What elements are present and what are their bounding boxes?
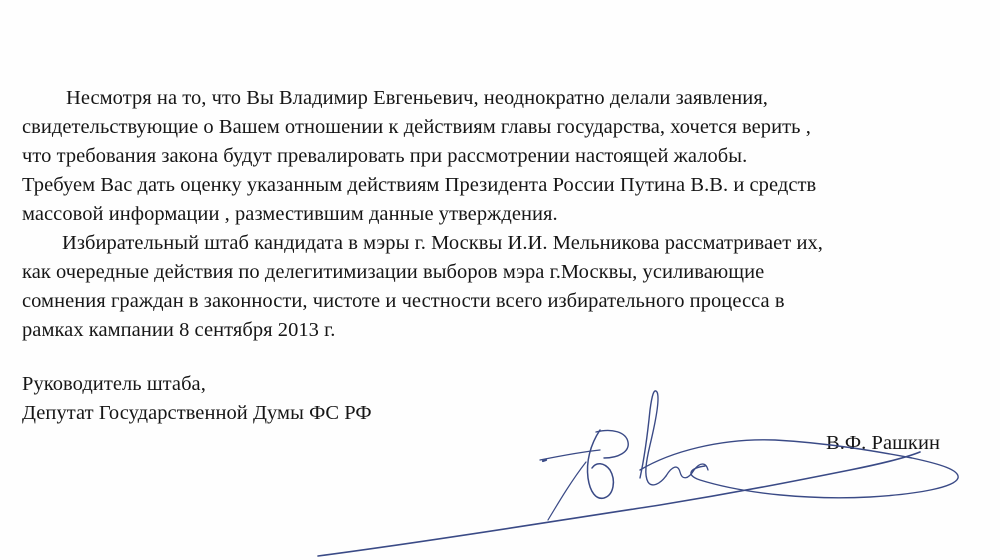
body-line-9: рамках кампании 8 сентября 2013 г.: [22, 319, 336, 341]
body-line-1: Несмотря на то, что Вы Владимир Евгеньевич, неоднократно делали заявления,: [66, 87, 768, 109]
body-line-3: что требования закона будут превалировать при рассмотрении настоящей жалобы.: [22, 145, 748, 167]
body-line-2: свидетельствующие о Вашем отношении к действиям главы государства, хочется верить ,: [22, 116, 811, 138]
signatory-position: Руководитель штаба,: [22, 373, 206, 395]
body-line-5: массовой информации , разместившим данные утверждения.: [22, 203, 558, 225]
body-line-7: как очередные действия по делегитимизации выборов мэра г.Москвы, усиливающие: [22, 261, 765, 283]
body-line-8: сомнения граждан в законности, чистоте и честности всего избирательного процесса в: [22, 290, 785, 312]
signatory-title: Депутат Государственной Думы ФС РФ: [22, 402, 372, 424]
signatory-name: В.Ф. Рашкин: [826, 432, 940, 454]
body-line-4: Требуем Вас дать оценку указанным действиям Президента России Путина В.В. и средств: [22, 174, 817, 196]
body-line-6: Избирательный штаб кандидата в мэры г. Москвы И.И. Мельникова рассматривает их,: [62, 232, 823, 254]
